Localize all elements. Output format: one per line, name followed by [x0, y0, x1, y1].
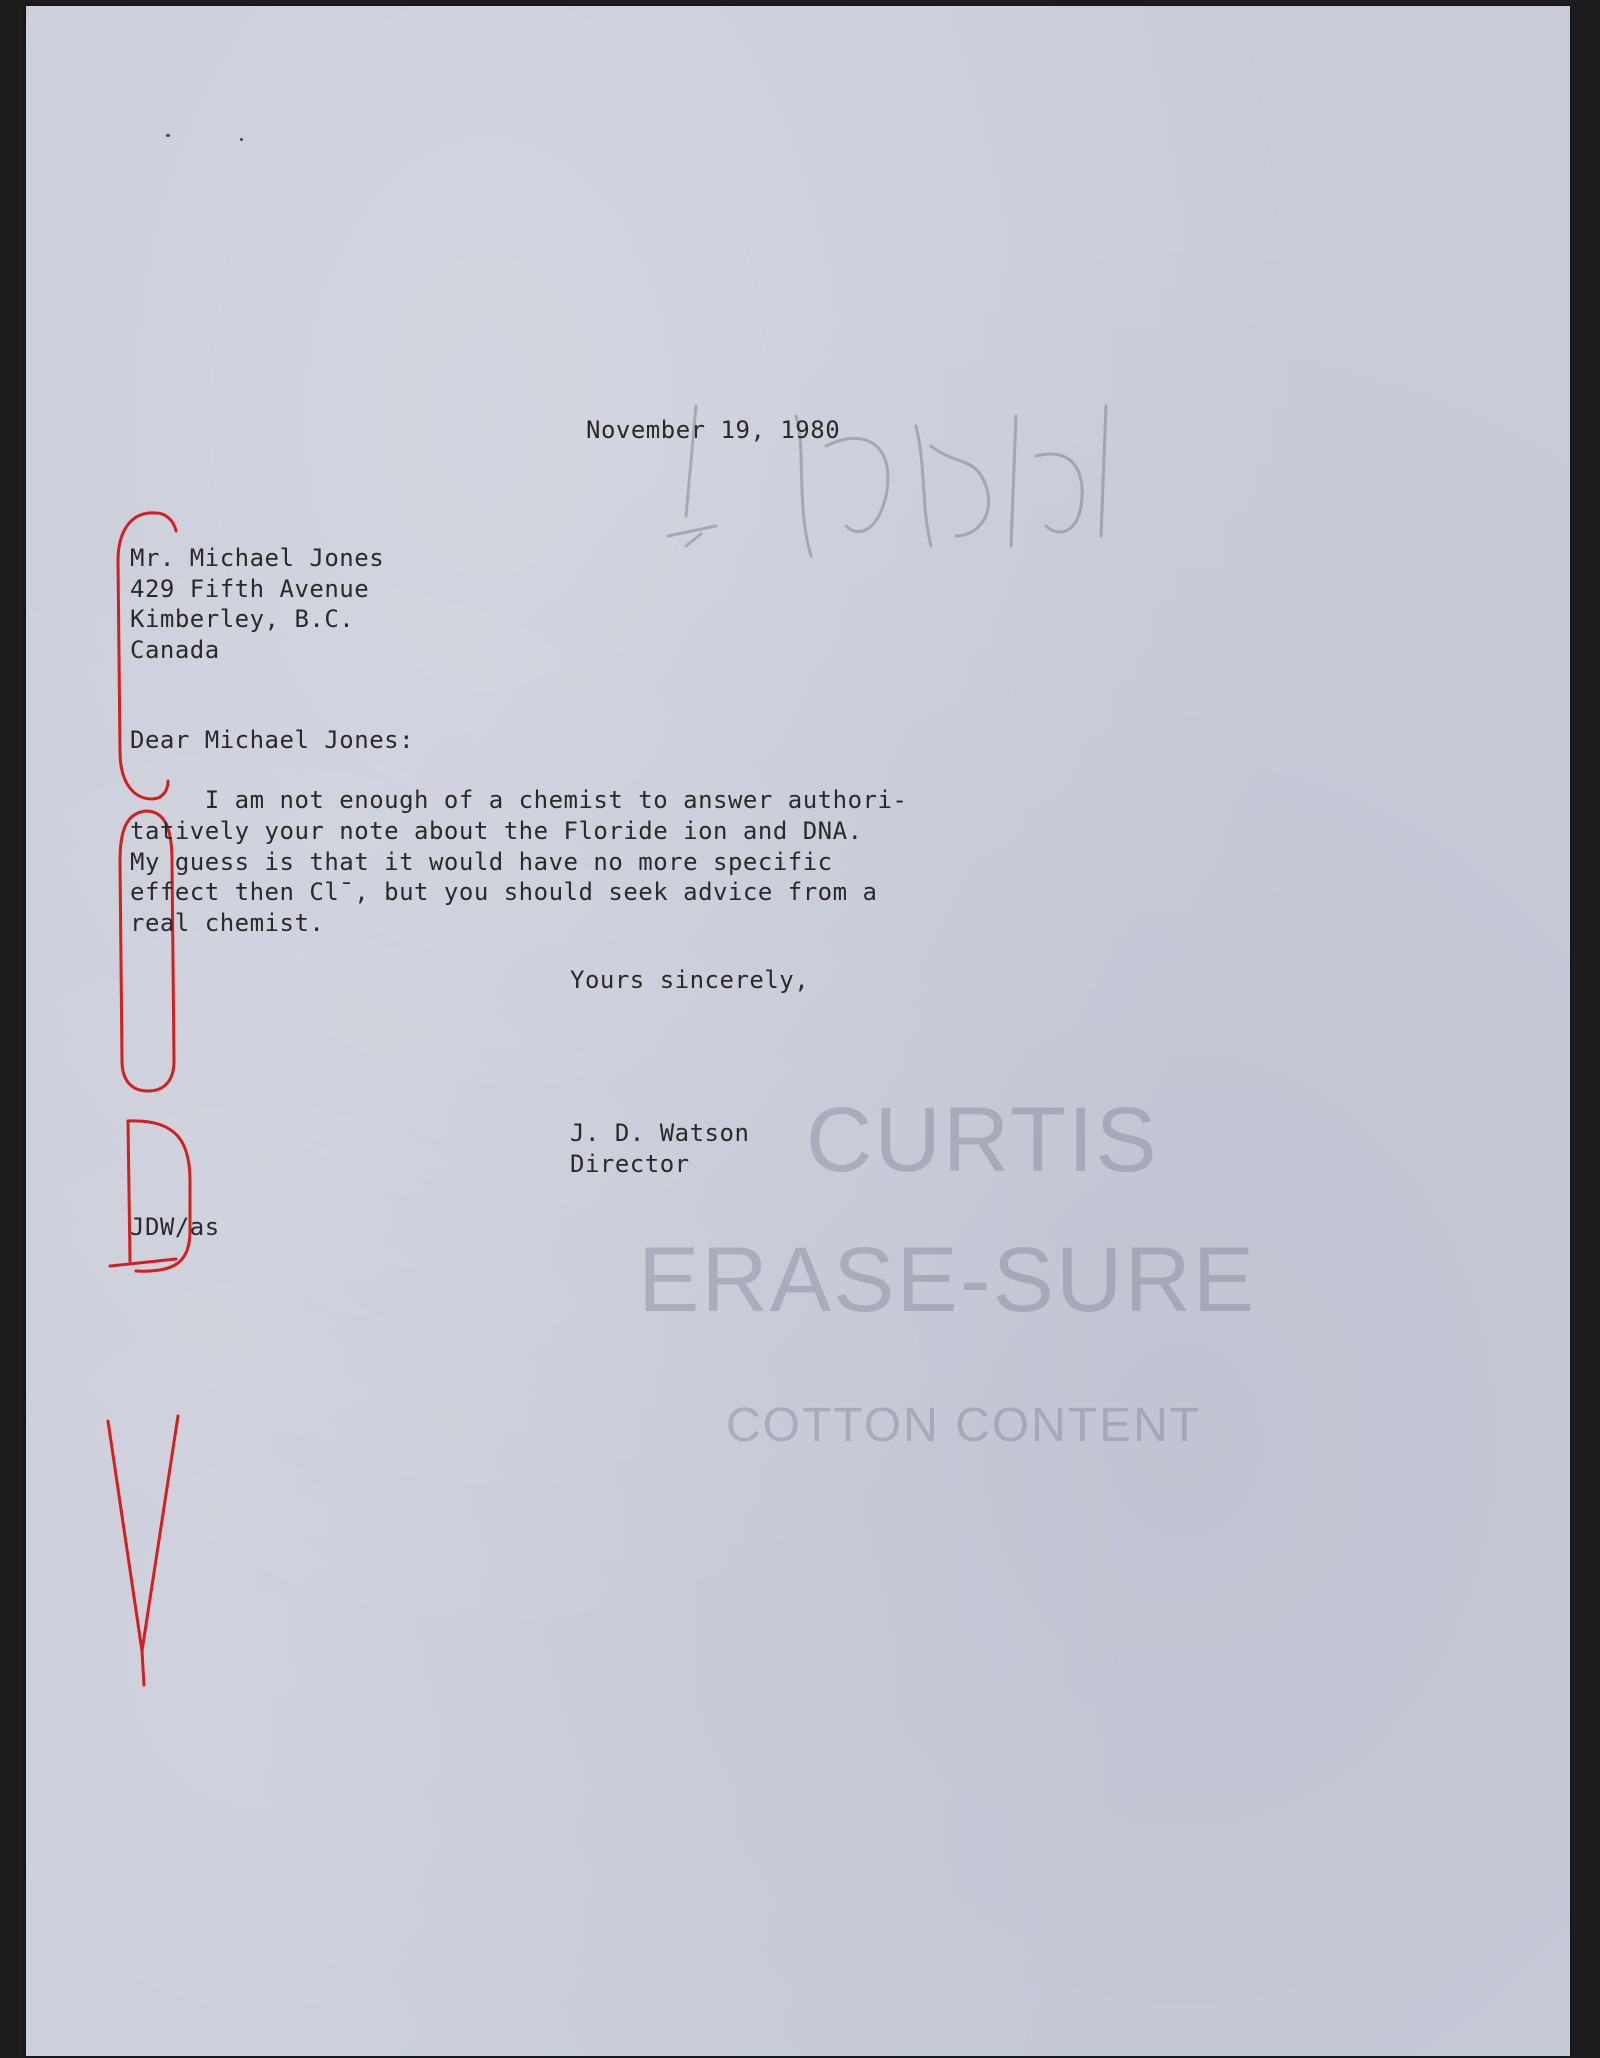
recipient-street: 429 Fifth Avenue — [130, 575, 370, 603]
watermark-line-3: COTTON CONTENT — [726, 1399, 1202, 1452]
body-line: tatively your note about the Floride ion and DNA. — [130, 817, 863, 845]
closing: Yours sincerely, — [570, 966, 810, 994]
salutation: Dear Michael Jones: — [130, 726, 415, 754]
watermark-line-1: CURTIS — [806, 1089, 1159, 1191]
letter-sheet — [26, 6, 1570, 2056]
body-line: real chemist. — [130, 909, 325, 937]
copy-stamp — [96, 501, 216, 1701]
recipient-city: Kimberley, B.C. — [130, 605, 355, 633]
recipient-name: Mr. Michael Jones — [130, 544, 385, 572]
letter-date: November 19, 1980 — [586, 416, 841, 444]
paper-speck — [166, 134, 170, 137]
paper-speck — [240, 138, 243, 141]
body-line: I am not enough of a chemist to answer authori- — [130, 786, 908, 814]
body-line: My guess is that it would have no more specific — [130, 848, 833, 876]
signatory-title: Director — [570, 1150, 690, 1178]
body-line: effect then Cl¯, but you should seek advice from a — [130, 878, 878, 906]
reference-initials: JDW/as — [130, 1213, 220, 1241]
signatory-name: J. D. Watson — [570, 1119, 750, 1147]
recipient-country: Canada — [130, 636, 220, 664]
watermark-line-2: ERASE-SURE — [638, 1229, 1257, 1331]
